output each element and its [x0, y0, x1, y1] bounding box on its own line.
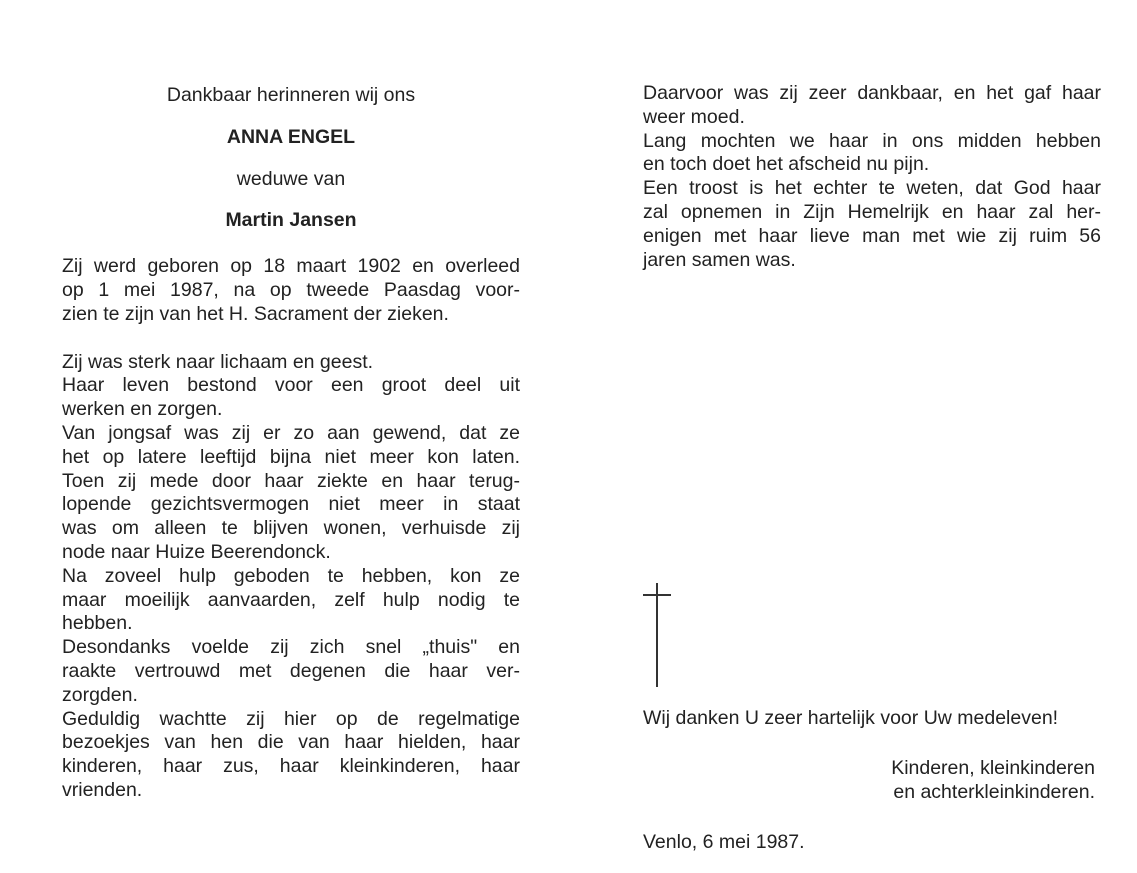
text-line: werken en zorgen. [62, 398, 223, 421]
text-line: zal opnemen in Zijn Hemelrijk en haar zal her- [643, 200, 1101, 223]
left-column [62, 82, 520, 803]
text-line: Toen zij mede door haar ziekte en haar terug- [62, 469, 520, 492]
right-column [643, 82, 1101, 272]
cross-vertical-bar [656, 583, 658, 687]
text-line: jaren samen was. [643, 248, 796, 271]
text-line: node naar Huize Beerendonck. [62, 540, 331, 563]
husband-name: Martin Jansen [225, 209, 357, 232]
text-line: weer moed. [643, 105, 745, 128]
deceased-name: ANNA ENGEL [226, 125, 356, 148]
text-line: Een troost is het echter te weten, dat God haar [643, 177, 1101, 200]
text-line: en toch doet het afscheid nu pijn. [643, 153, 930, 176]
widow-of-line: weduwe van [236, 167, 346, 190]
text-line: raakte vertrouwd met degenen die haar ver- [62, 659, 520, 682]
text-line: lopende gezichtsvermogen niet meer in staat [62, 493, 520, 516]
text-line: op 1 mei 1987, na op tweede Paasdag voor- [62, 278, 520, 301]
text-line: Daarvoor was zij zeer dankbaar, en het gaf haar [643, 82, 1101, 104]
closing-paragraph [643, 82, 1101, 272]
thanks-line: Wij danken U zeer hartelijk voor Uw medeleven! [643, 707, 1059, 729]
text-line: Desondanks voelde zij zich snel „thuis" en [62, 636, 520, 659]
text-line: was om alleen te blijven wonen, verhuisde zij [62, 517, 520, 540]
text-line: hebben. [62, 612, 133, 635]
text-line: enigen met haar lieve man met wie zij ruim 56 [643, 224, 1101, 247]
text-line: kinderen, haar zus, haar kleinkinderen, haar [62, 755, 520, 778]
text-line: maar moeilijk aanvaarden, zelf hulp nodig te [62, 588, 520, 611]
text-line: Geduldig wachtte zij hier op de regelmatige [62, 707, 520, 730]
birth-death-paragraph [62, 255, 520, 326]
text-line: Zij was sterk naar lichaam en geest. [62, 350, 374, 373]
signature-line: en achterkleinkinderen. [893, 780, 1095, 803]
text-line: zien te zijn van het H. Sacrament der zieken. [62, 302, 449, 325]
text-line: bezoekjes van hen die van haar hielden, haar [62, 731, 520, 754]
text-line: het op latere leeftijd bijna niet meer kon laten. [62, 445, 520, 468]
place-date: Venlo, 6 mei 1987. [643, 831, 805, 853]
intro-line: Dankbaar herinneren wij ons [166, 84, 416, 106]
text-line: Haar leven bestond voor een groot deel uit [62, 374, 520, 397]
text-line: Van jongsaf was zij er zo aan gewend, dat ze [62, 421, 520, 444]
life-paragraph [62, 351, 520, 803]
signature-line: Kinderen, kleinkinderen [891, 757, 1095, 779]
cross-horizontal-bar [643, 594, 671, 596]
text-line: zorgden. [62, 683, 138, 706]
text-line: Zij werd geboren op 18 maart 1902 en overleed [62, 255, 520, 278]
text-line: Na zoveel hulp geboden te hebben, kon ze [62, 564, 520, 587]
text-line: vrienden. [62, 778, 143, 801]
signature-block [891, 757, 1095, 805]
text-line: Lang mochten we haar in ons midden hebben [643, 129, 1101, 152]
cross-icon [643, 583, 671, 687]
